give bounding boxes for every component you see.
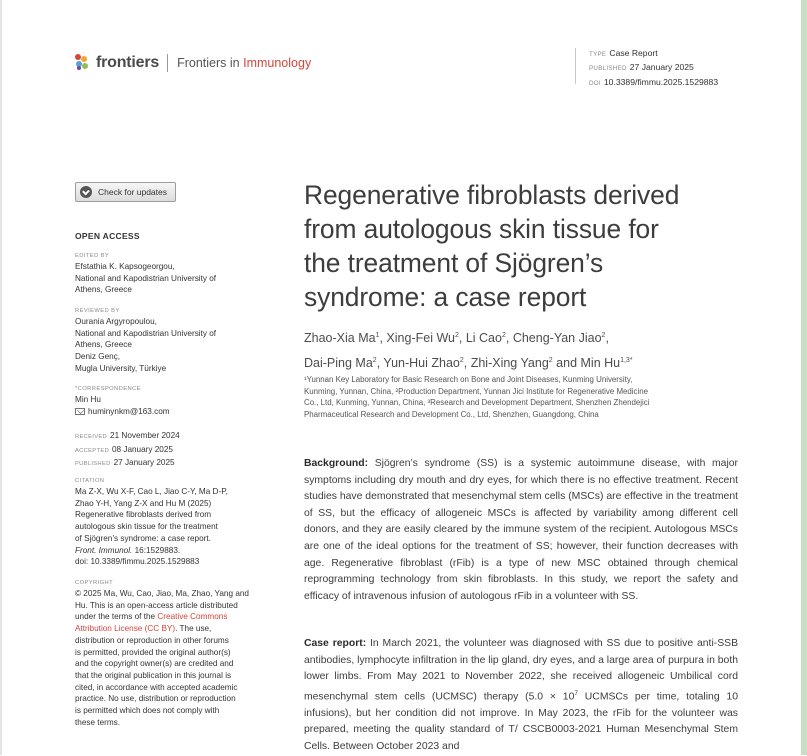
author-separator: , [458,331,466,345]
meta-divider [575,48,576,84]
logo-wordmark: frontiers [96,54,160,71]
author-name[interactable]: Zhi-Xing Yang [470,355,549,370]
author-name[interactable]: Dai-Ping Ma [304,355,373,370]
frontiers-logo-icon [75,54,92,72]
correspondence-email[interactable]: huminynkm@163.com [75,406,275,418]
dates-section: RECEIVED 21 November 2024 ACCEPTED 08 January 2025 PUBLISHED 27 January 2025 [75,431,180,468]
accepted-date: 08 January 2025 [111,444,173,454]
author-name[interactable]: Min Hu [580,355,621,370]
author-affiliation-marker: 1 [375,332,380,339]
abstract-case-report: Case report: In March 2021, the volunteer was diagnosed with SS due to positive anti-SSB antibodies, lymphocyte infiltration in the lip gland, dry eyes, and a large area of purpura in both lower limbs. From May 2021 to November 2022, she received allogeneic Umbilical cord mesenchymal stem cells (UCMSC) therapy ($5.0 \times 10^7$ UCMSCs per time, totaling 10 infusions), but her condition did not improve. In May 2023, the rFib for the volunteer was prepared, meeting the quality standard of T/ CSCB0003-2021 Human Mesenchymal Stem Cells. Between October 2023 and [304,638,739,753]
journal-name: Frontiers in Immunology [177,56,312,70]
author-separator: , [605,331,609,345]
page-edge-left [0,0,2,755]
author-name[interactable]: Li Cao [465,331,502,345]
author-affiliation-marker: 2 [372,356,377,364]
author-name[interactable]: Zhao-Xia Ma [304,331,376,345]
citation-section: CITATION Ma Z-X, Wu X-F, Cao L, Jiao C-Y, Ma D-P, Zhao Y-H, Yang Z-X and Hu M (2025) Regenerative fibroblasts derived from autologous skin tissue for the treatment of Sjögren’s syndrome: a case report. Front. Immunol. 16:1529883. doi: 10.3389/fimmu.2025.1529883 [75,477,275,568]
author-separator: , [379,331,387,345]
case-report-heading: Case report: [304,638,367,649]
check-for-updates-button[interactable]: Check for updates [75,182,176,202]
author-separator: , [463,355,471,370]
background-heading: Background: [304,458,369,469]
abstract-background: Background: Sjögren’s syndrome (SS) is a systemic autoimmune disease, with major symptoms including dry mouth and dry eyes, for which there is no effective treatment. Recent studies have demonstrated that mesenchymal stem cells (MSCs) are effective in the treatment of SS, but the efficacy of allogeneic MSCs is affected by variability among different cell donors, and they are easily cleared by the immune system of the recipient. Autologous MSCs are one of the ideal options for the treatment of SS; however, their function decreases with age. Regenerative fibroblast (rFib) is a type of new MSC obtained through chemical reprogramming technology from skin fibroblasts. In this study, we report the safety and efficacy of intravenous infusion of autologous rFib in a volunteer with SS. [304,458,738,602]
citation-doi[interactable]: doi: 10.3389/fimmu.2025.1529883 [75,557,200,567]
article-meta: TYPE Case Report PUBLISHED 27 January 2025 DOI 10.3389/fimmu.2025.1529883 [589,48,719,87]
cc-license-link-2[interactable]: Attribution License (CC BY) [75,624,176,634]
author-affiliation-marker: 1,3* [620,356,633,364]
received-date: 21 November 2024 [110,431,180,440]
article-doi: 10.3389/fimmu.2025.1529883 [603,76,719,87]
correspondence-section: *CORRESPONDENCE Min Hu huminynkm@163.com [75,385,275,417]
author-affiliation-marker: 2 [501,332,506,339]
article-title: Regenerative fibroblasts derived from autologous skin tissue for the treatment of Sjögren’s syndrome: a case report [304,180,680,312]
article-type: Case Report [609,48,658,58]
author-name[interactable]: Yun-Hui Zhao [383,355,460,370]
author-affiliation-marker: 2 [548,356,553,364]
affiliations: ¹Yunnan Key Laboratory for Basic Research on Bone and Joint Diseases, Kunming University, Kunming, Yunnan, China, ²Production Department, Yunnan Jici Institute for Regenerative Medicine Co., Ltd, Kunming, Yunnan, China, ³Research and Development Department, Shenzhen Zhendejici Pharmaceutical Research and Development Co., Ltd, Shenzhen, Guangdong, China [304,375,650,419]
edited-by-section: EDITED BY Efstathia K. Kapsogeorgou, National and Kapodistrian University of Athens, Greece [75,253,217,295]
email-icon [75,408,85,415]
frontiers-logo[interactable] [75,52,311,74]
sidebar-published-date: 27 January 2025 [113,458,175,468]
author-affiliation-marker: 2 [459,356,464,364]
published-date: 27 January 2025 [629,62,694,73]
page-edge-right [801,0,807,755]
open-access-label: OPEN ACCESS [75,231,140,241]
copyright-section: COPYRIGHT © 2025 Ma, Wu, Cao, Jiao, Ma, Zhao, Yang and Hu. This is an open-access article distributed under the terms of the Creative Commons Attribution License (CC BY). The use, distribution or reproduction in other forums is permitted, provided the original author(s) and the copyright owner(s) are credited and that the original publication in this journal is cited, in accordance with accepted academic practice. No use, distribution or reproduction is permitted which does not comply with these terms. [75,580,249,727]
author-separator: and [552,355,581,370]
author-separator: , [376,355,384,370]
author-name[interactable]: Xing-Fei Wu [386,331,455,345]
author-name[interactable]: Cheng-Yan Jiao [512,331,602,345]
author-list [304,325,724,374]
author-separator: , [505,331,513,345]
cc-license-link-1[interactable]: Creative Commons [157,612,228,622]
reviewed-by-section: REVIEWED BY Ourania Argyropoulou, National and Kapodistrian University of Athens, Greece Deniz Genç, Mugla University, Türkiye [75,308,217,373]
author-affiliation-marker: 2 [454,332,459,339]
author-affiliation-marker: 2 [601,332,606,339]
logo-divider [167,54,168,72]
check-updates-icon [80,186,92,198]
